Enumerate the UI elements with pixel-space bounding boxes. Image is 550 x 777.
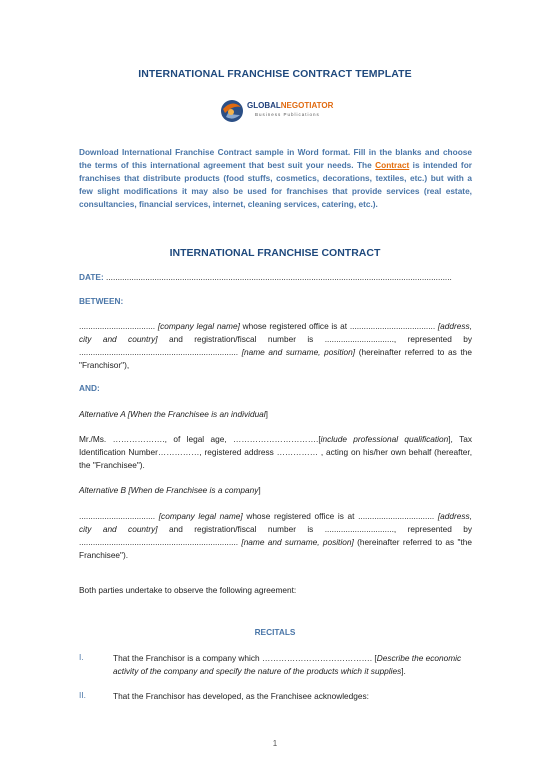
and-label: AND:: [79, 383, 100, 393]
alternative-b-heading: Alternative B [When de Franchisee is a company]: [79, 485, 261, 495]
date-line: DATE: ......................................................................................................................................................: [79, 272, 452, 282]
recital-2-number: II.: [79, 690, 86, 700]
document-title: INTERNATIONAL FRANCHISE CONTRACT TEMPLATE: [138, 68, 412, 80]
contract-heading: INTERNATIONAL FRANCHISE CONTRACT: [169, 247, 381, 259]
intro-paragraph: Download International Franchise Contract sample in Word format. Fill in the blanks and choose the terms of this international agreement that best suit your needs. The Contract is intended for franchises that distribute products (food stuffs, cosmetics, decorations, textiles, etc.) but with a few slight modifications it may also be used for franchises that provide services (real estate, consultancies, financial services, internet, cleaning services, catering, etc.).: [79, 147, 472, 209]
individual-paragraph: Mr./Ms. ………………., of legal age, ………………………….[include professional qualification], Tax Identification Number……………, registered address …………… , acting on his/her own behalf (hereafter, the "Franchisee").: [79, 434, 472, 470]
between-label: BETWEEN:: [79, 296, 124, 306]
contract-link[interactable]: Contract: [375, 160, 410, 170]
recital-2-text: That the Franchisor has developed, as the Franchisee acknowledges:: [113, 691, 369, 701]
franchisor-paragraph: ................................. [company legal name] whose registered office is at ..................................... [address, city and country] and registration/fiscal number is .............................., represented by ..................................................................... [name and surname, position] (hereinafter referred to as the "Franchisor"),: [79, 321, 473, 370]
both-parties-line: Both parties undertake to observe the following agreement:: [79, 585, 297, 595]
recital-1-text: That the Franchisor is a company which …………………………………. [Describe the economic activity of the company and specify the nature of the products which it supplies].: [113, 653, 462, 676]
globe-icon: [219, 97, 245, 125]
global-negotiator-logo: [219, 97, 339, 127]
company-paragraph: ................................. [company legal name] whose registered office is at ................................. [address, city and country] and registration/fiscal number is .............................., represented by ..................................................................... [name and surname, position] (hereinafter referred to as "the Franchisee").: [79, 511, 473, 560]
recitals-heading: RECITALS: [254, 627, 296, 637]
logo-name: GLOBALNEGOTIATOR: [247, 101, 334, 110]
logo-tagline: Business Publications: [255, 112, 320, 117]
page-number: 1: [272, 739, 278, 748]
recital-1-number: I.: [79, 652, 84, 662]
alternative-a-heading: Alternative A [When the Franchisee is an individual]: [79, 409, 268, 419]
